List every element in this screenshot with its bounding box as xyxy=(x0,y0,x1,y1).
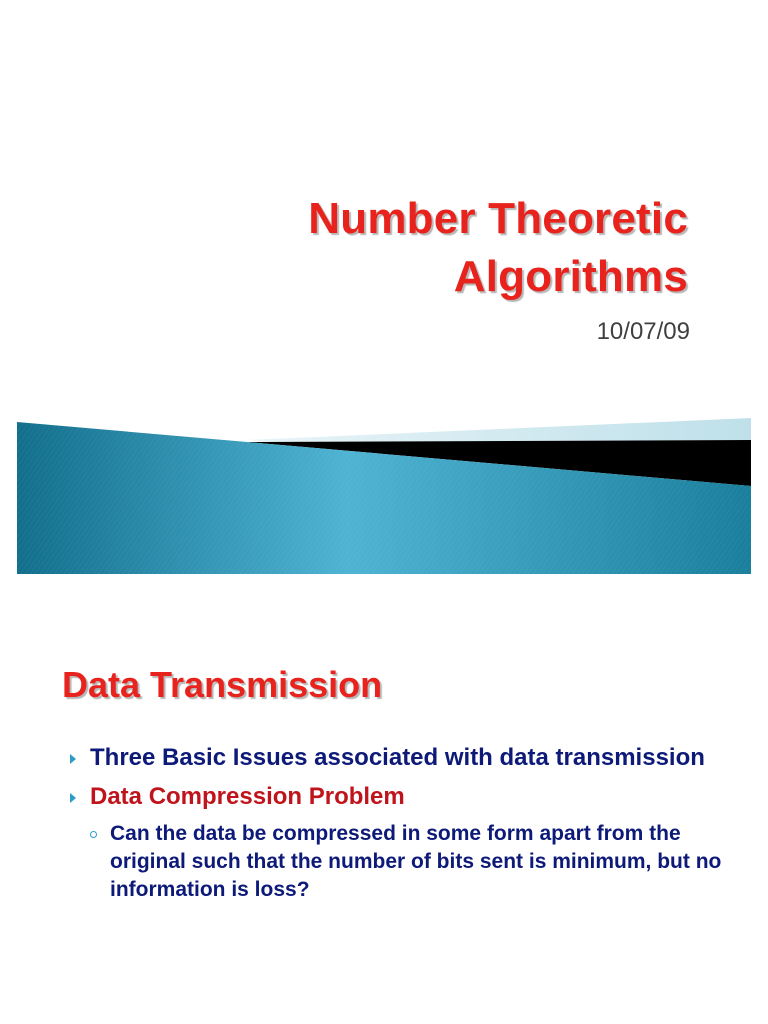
slide-title-line-1: Number Theoretic xyxy=(308,194,688,243)
bullet-text: Three Basic Issues associated with data transmission xyxy=(90,744,705,771)
section-title: Data Transmission xyxy=(62,664,383,705)
slide-title xyxy=(308,190,688,306)
circle-bullet-icon xyxy=(90,831,97,838)
slide-date: 10/07/09 xyxy=(596,318,690,345)
arrow-bullet-icon xyxy=(70,754,76,764)
sub-bullet-text: Can the data be compressed in some form apart from the original such that the number of bits sent is minimum, but no information is loss? xyxy=(110,822,722,901)
bullet-text: Data Compression Problem xyxy=(90,783,405,810)
decorative-banner xyxy=(17,418,751,574)
bullet-item xyxy=(70,781,730,812)
bullet-list xyxy=(70,742,730,904)
sub-bullet-item xyxy=(70,820,730,904)
slide-title-line-2: Algorithms xyxy=(453,252,688,301)
banner-light-strip xyxy=(247,418,751,442)
arrow-bullet-icon xyxy=(70,793,76,803)
bullet-item xyxy=(70,742,730,773)
